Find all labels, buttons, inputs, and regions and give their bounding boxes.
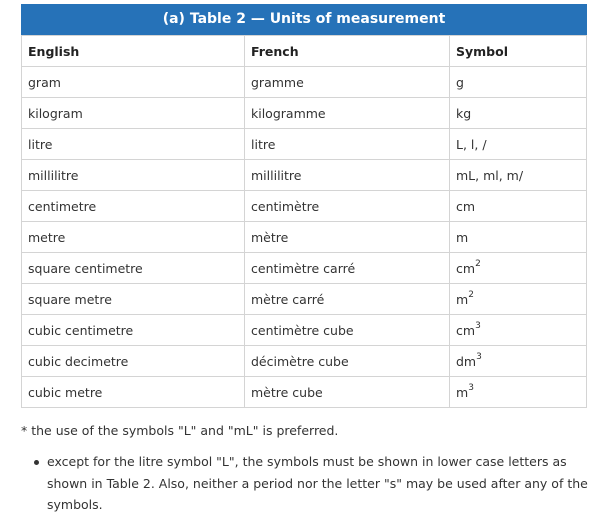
cell-english: centimetre (22, 191, 245, 222)
cell-english: cubic metre (22, 377, 245, 408)
table-row (22, 67, 587, 98)
symbol-text: mL, ml, m/ (456, 167, 524, 183)
cell-french: mètre cube (245, 377, 450, 408)
symbol-exponent: 3 (468, 383, 474, 394)
bullet-list (21, 451, 591, 516)
symbol-text: dm (456, 353, 477, 369)
table-row (22, 284, 587, 315)
table-row (22, 346, 587, 377)
bullet-icon (34, 460, 39, 465)
table-row (22, 222, 587, 253)
cell-english: litre (22, 129, 245, 160)
cell-symbol (450, 315, 587, 346)
table-row (22, 377, 587, 408)
cell-symbol (450, 98, 587, 129)
table-header-row (22, 36, 587, 67)
cell-symbol (450, 222, 587, 253)
cell-english: cubic decimetre (22, 346, 245, 377)
symbol-text: cm (456, 198, 476, 214)
cell-french: mètre (245, 222, 450, 253)
bullet-text: except for the litre symbol "L", the symbols must be shown in lower case letters as shown in Table 2. Also, neither a period nor the letter "s" may be used after any of the symbols. (47, 454, 588, 512)
symbol-exponent: 3 (476, 352, 482, 363)
cell-french: mètre carré (245, 284, 450, 315)
symbol-text: m (456, 229, 469, 245)
cell-symbol (450, 346, 587, 377)
cell-symbol (450, 67, 587, 98)
table-row (22, 98, 587, 129)
cell-symbol (450, 160, 587, 191)
table-row (22, 253, 587, 284)
cell-english: kilogram (22, 98, 245, 129)
cell-french: litre (245, 129, 450, 160)
cell-french: centimètre (245, 191, 450, 222)
symbol-exponent: 2 (475, 259, 481, 270)
cell-english: metre (22, 222, 245, 253)
symbol-exponent: 2 (468, 290, 474, 301)
cell-english: square centimetre (22, 253, 245, 284)
symbol-exponent: 3 (475, 321, 481, 332)
symbol-text: cm (456, 260, 476, 276)
cell-french: centimètre cube (245, 315, 450, 346)
symbol-text: m (456, 384, 469, 400)
cell-french: gramme (245, 67, 450, 98)
footnote: * the use of the symbols "L" and "mL" is preferred. (21, 423, 339, 438)
cell-french: kilogramme (245, 98, 450, 129)
cell-french: décimètre cube (245, 346, 450, 377)
cell-symbol (450, 129, 587, 160)
cell-english: gram (22, 67, 245, 98)
units-table (21, 4, 587, 408)
cell-symbol (450, 253, 587, 284)
symbol-text: m (456, 291, 469, 307)
symbol-text: g (456, 74, 464, 90)
table-row (22, 191, 587, 222)
cell-symbol (450, 284, 587, 315)
cell-french: centimètre carré (245, 253, 450, 284)
units-table-wrapper (21, 4, 586, 408)
cell-symbol (450, 191, 587, 222)
list-item (47, 451, 591, 516)
symbol-text: cm (456, 322, 476, 338)
cell-english: square metre (22, 284, 245, 315)
table-row (22, 160, 587, 191)
table-row (22, 315, 587, 346)
table-caption: (a) Table 2 — Units of measurement (21, 4, 587, 35)
symbol-text: kg (456, 105, 472, 121)
cell-english: cubic centimetre (22, 315, 245, 346)
header-french: French (245, 36, 450, 67)
cell-french: millilitre (245, 160, 450, 191)
cell-english: millilitre (22, 160, 245, 191)
symbol-text: L, l, / (456, 136, 487, 152)
header-english: English (22, 36, 245, 67)
cell-symbol (450, 377, 587, 408)
table-row (22, 129, 587, 160)
header-symbol: Symbol (450, 36, 587, 67)
